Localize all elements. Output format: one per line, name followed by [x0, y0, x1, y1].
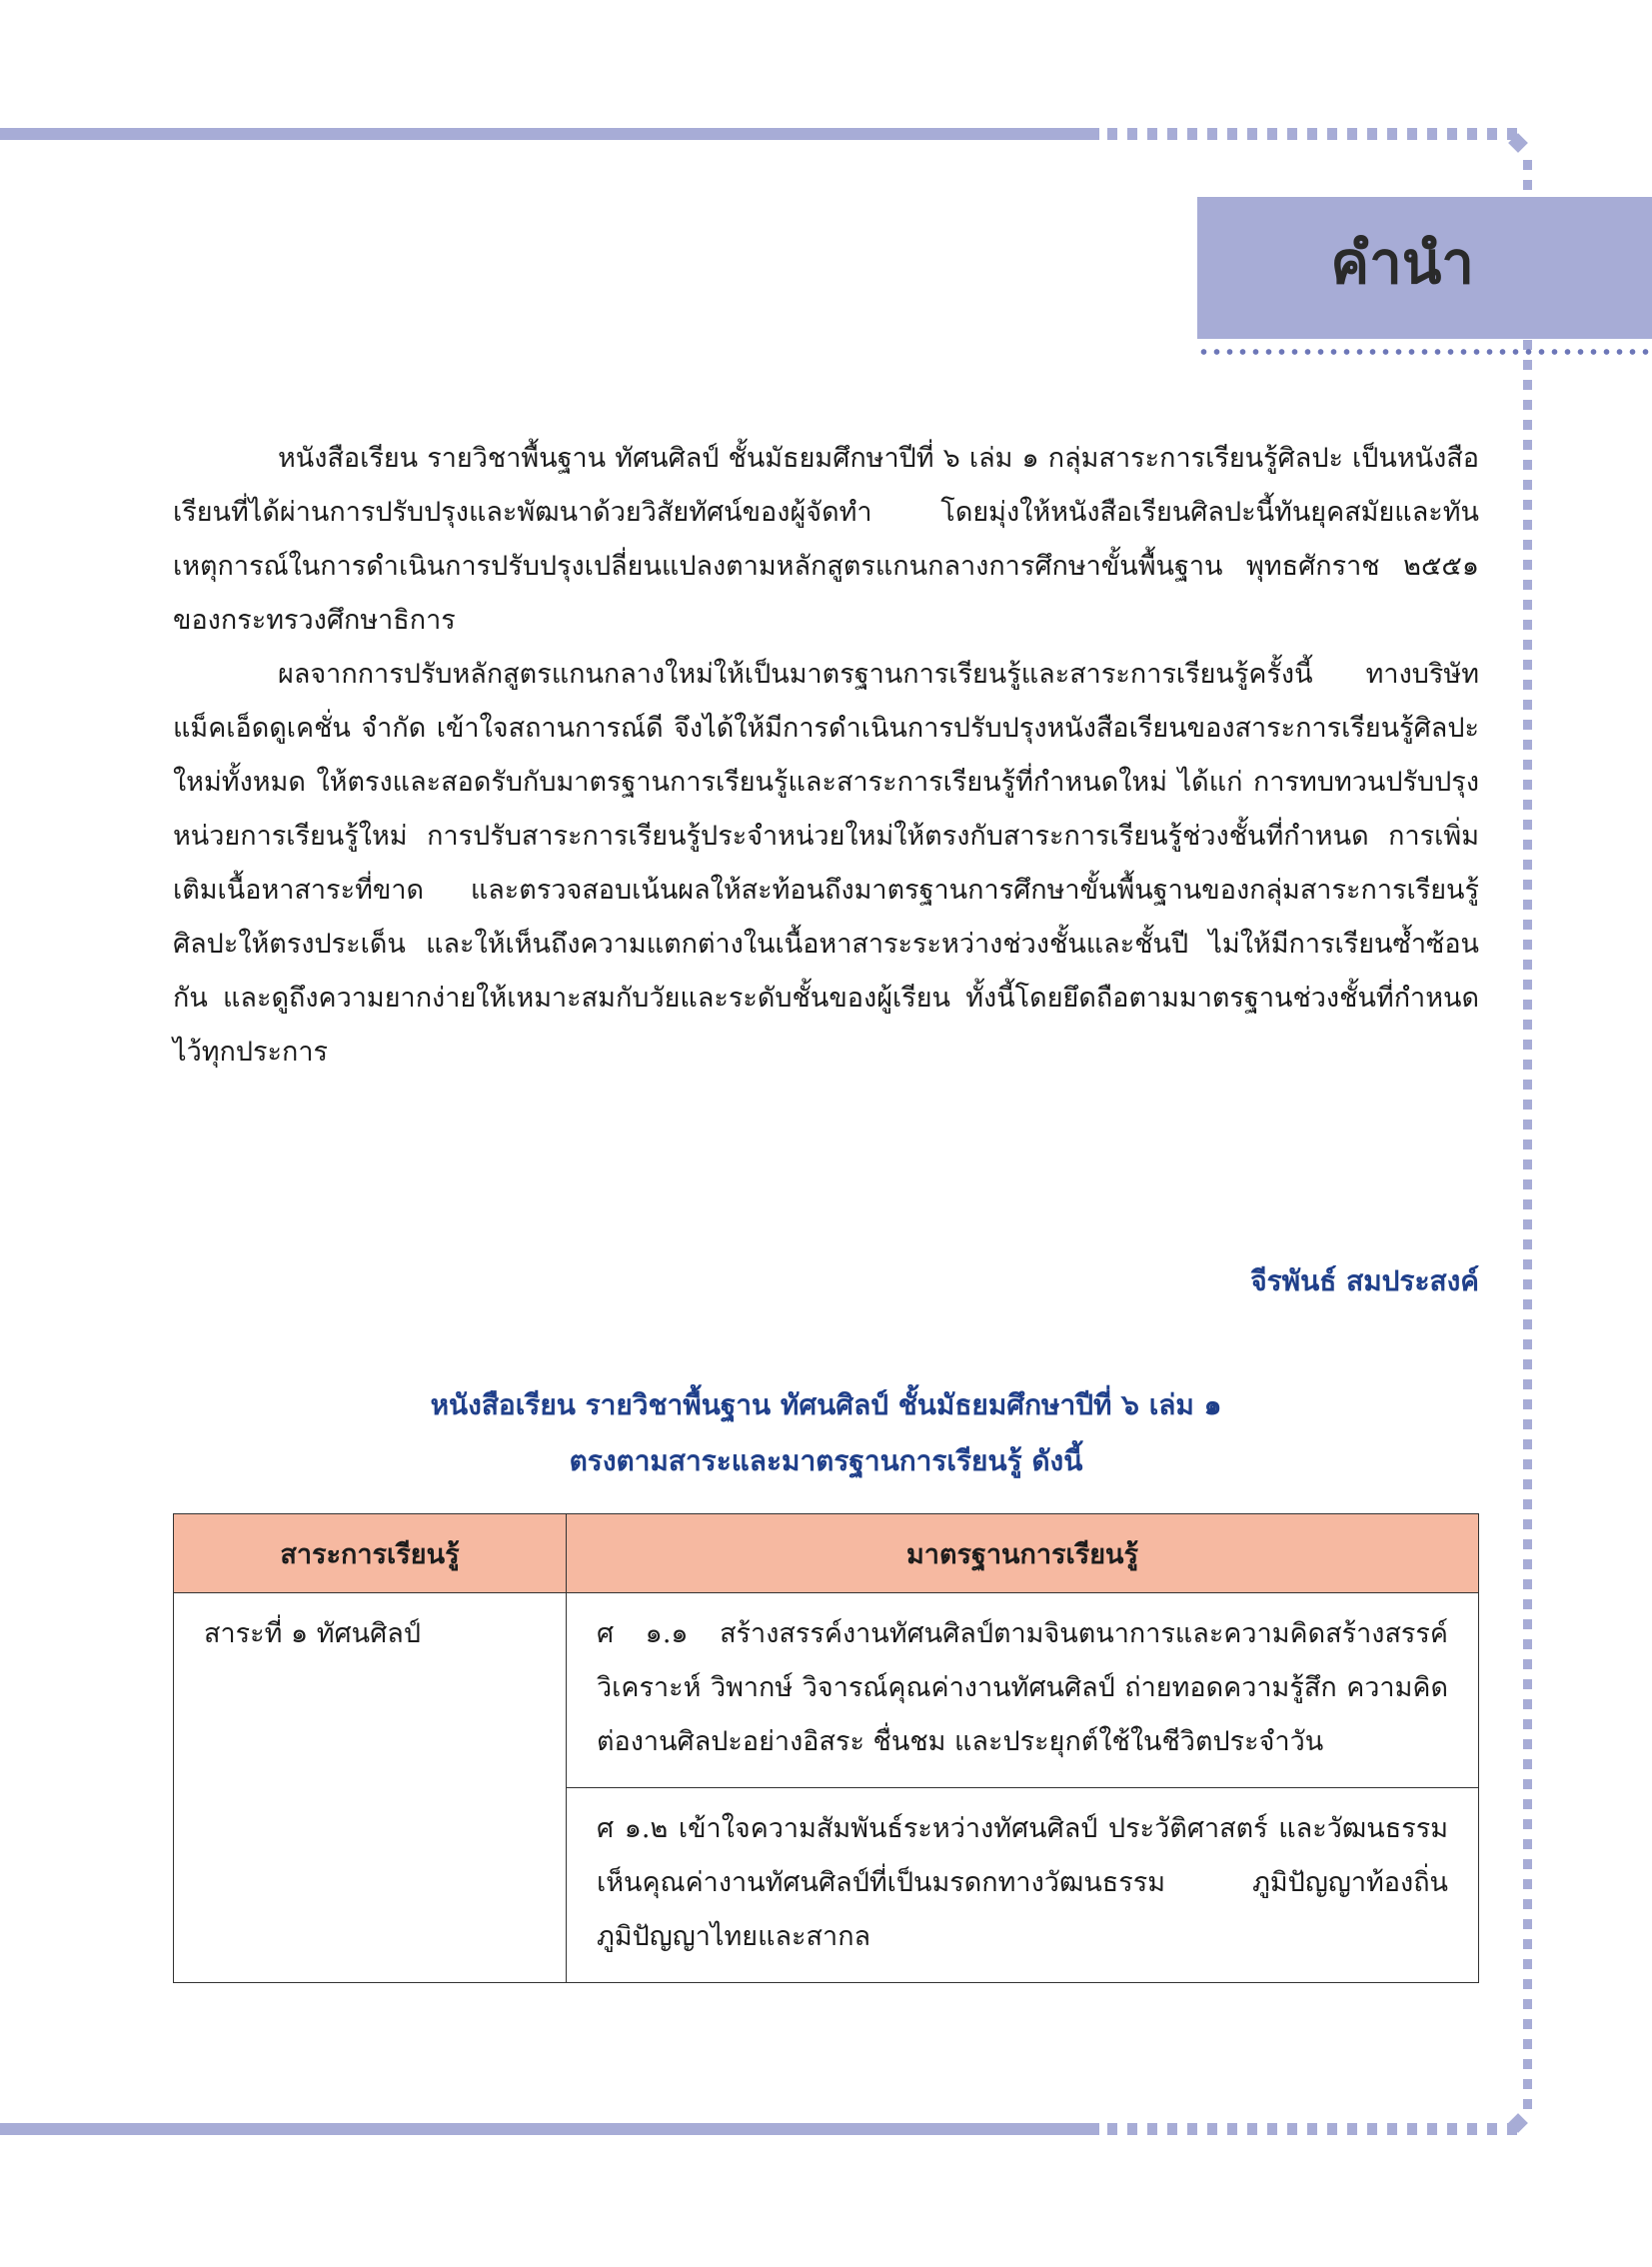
table-row — [174, 1593, 1479, 1788]
top-border-bar — [0, 128, 1099, 140]
preface-paragraph: หนังสือเรียน รายวิชาพื้นฐาน ทัศนศิลป์ ชั้นมัธยมศึกษาปีที่ ๖ เล่ม ๑ กลุ่มสาระการเรียนรู้ศิลปะ เป็นหนังสือเรียนที่ได้ผ่านการปรับปรุงและพัฒนาด้วยวิสัยทัศน์ของผู้จัดทำ โดยมุ่งให้หนังสือเรียนศิลปะนี้ทันยุคสมัยและทันเหตุการณ์ในการดำเนินการปรับปรุงเปลี่ยนแปลงตามหลักสูตรแกนกลางการศึกษาขั้นพื้นฐาน พุทธศักราช ๒๕๕๑ ของกระทรวงศึกษาธิการ — [173, 443, 1479, 636]
header-standard: มาตรฐานการเรียนรู้ — [567, 1514, 1479, 1593]
page-title: คำนำ — [1330, 229, 1474, 297]
book-title-line-1: หนังสือเรียน รายวิชาพื้นฐาน ทัศนศิลป์ ชั้นมัธยมศึกษาปีที่ ๖ เล่ม ๑ — [430, 1388, 1222, 1421]
top-border-dashes — [1107, 128, 1517, 140]
bottom-border-dashes — [1107, 2123, 1517, 2135]
table-header-row — [174, 1514, 1479, 1593]
standard-cell: ศ ๑.๒ เข้าใจความสัมพันธ์ระหว่างทัศนศิลป์ ประวัติศาสตร์ และวัฒนธรรม เห็นคุณค่างานทัศนศิลป์ที่เป็นมรดกทางวัฒนธรรม ภูมิปัญญาท้องถิ่น ภูมิปัญญาไทยและสากล — [567, 1788, 1479, 1983]
header-strand: สาระการเรียนรู้ — [174, 1514, 567, 1593]
book-title-line-2: ตรงตามสาระและมาตรฐานการเรียนรู้ ดังนี้ — [569, 1444, 1083, 1477]
title-dotted-underline — [1197, 349, 1652, 355]
standard-cell: ศ ๑.๑ สร้างสรรค์งานทัศนศิลป์ตามจินตนาการและความคิดสร้างสรรค์ วิเคราะห์ วิพากษ์ วิจารณ์คุณค่างานทัศนศิลป์ ถ่ายทอดความรู้สึก ความคิดต่องานศิลปะอย่างอิสระ ชื่นชม และประยุกต์ใช้ในชีวิตประจำวัน — [567, 1593, 1479, 1788]
standards-table — [173, 1513, 1479, 1983]
preface-body — [173, 432, 1479, 1080]
bottom-border-bar — [0, 2123, 1099, 2135]
author-name: จีรพันธ์ สมประสงค์ — [1250, 1264, 1479, 1297]
strand-cell: สาระที่ ๑ ทัศนศิลป์ — [174, 1593, 567, 1983]
preface-paragraph: ผลจากการปรับหลักสูตรแกนกลางใหม่ให้เป็นมาตรฐานการเรียนรู้และสาระการเรียนรู้ครั้งนี้ ทางบริษัท แม็คเอ็ดดูเคชั่น จำกัด เข้าใจสถานการณ์ดี จึงได้ให้มีการดำเนินการปรับปรุงหนังสือเรียนของสาระการเรียนรู้ศิลปะใหม่ทั้งหมด ให้ตรงและสอดรับกับมาตรฐานการเรียนรู้และสาระการเรียนรู้ที่กำหนดใหม่ ได้แก่ การทบทวนปรับปรุงหน่วยการเรียนรู้ใหม่ การปรับสาระการเรียนรู้ประจำหน่วยใหม่ให้ตรงกับสาระการเรียนรู้ช่วงชั้นที่กำหนด การเพิ่มเติมเนื้อหาสาระที่ขาด และตรวจสอบเน้นผลให้สะท้อนถึงมาตรฐานการศึกษาขั้นพื้นฐานของกลุ่มสาระการเรียนรู้ศิลปะให้ตรงประเด็น และให้เห็นถึงความแตกต่างในเนื้อหาสาระระหว่างช่วงชั้นและชั้นปี ไม่ให้มีการเรียนซ้ำซ้อนกัน และดูถึงความยากง่ายให้เหมาะสมกับวัยและระดับชั้นของผู้เรียน ทั้งนี้โดยยึดถือตามมาตรฐานช่วงชั้นที่กำหนดไว้ทุกประการ — [173, 659, 1479, 1068]
right-border-dashes — [1523, 160, 1532, 2114]
